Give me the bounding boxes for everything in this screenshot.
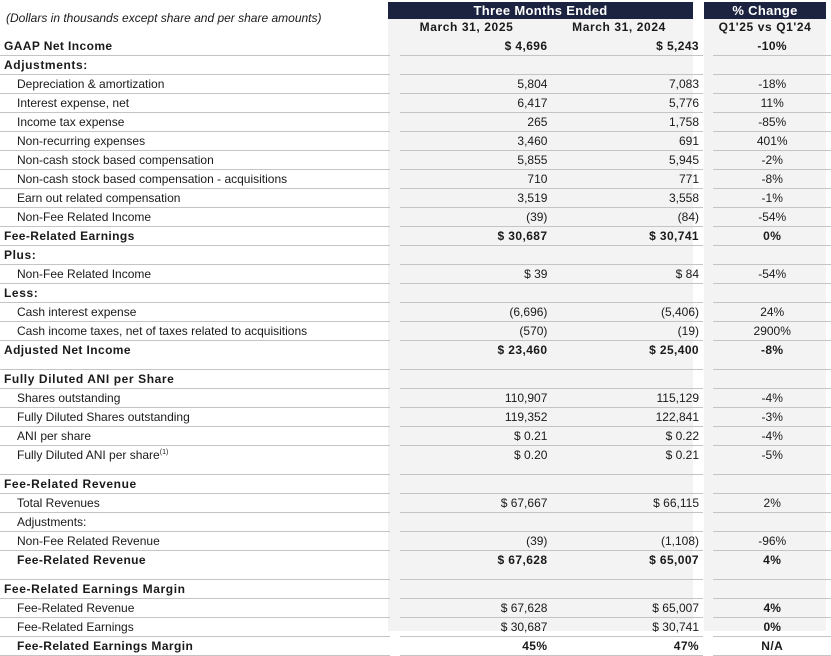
row-label: Cash income taxes, net of taxes related to acquisitions bbox=[0, 322, 390, 341]
row-label: Non-recurring expenses bbox=[0, 132, 390, 151]
value-change bbox=[713, 370, 831, 389]
value-change: -5% bbox=[713, 446, 831, 465]
spacer-cell bbox=[703, 637, 713, 656]
row-label: Non-Fee Related Income bbox=[0, 208, 390, 227]
value-2025 bbox=[400, 580, 552, 599]
spacer-cell bbox=[390, 464, 399, 475]
row-label: Fee-Related Revenue bbox=[0, 475, 390, 494]
row-label: Fee-Related Earnings Margin bbox=[0, 637, 390, 656]
table-row bbox=[0, 37, 831, 56]
row-label: Non-Fee Related Income bbox=[0, 265, 390, 284]
value-2025 bbox=[400, 284, 552, 303]
spacer-cell bbox=[390, 246, 399, 265]
value-change: -10% bbox=[757, 39, 788, 53]
table-row bbox=[0, 569, 831, 580]
table-row bbox=[0, 170, 831, 189]
financial-table bbox=[0, 37, 831, 656]
spacer-cell bbox=[390, 389, 399, 408]
value-2025: 119,352 bbox=[400, 408, 552, 427]
spacer-cell bbox=[703, 189, 713, 208]
value-2025: $ 30,687 bbox=[400, 227, 552, 246]
spacer-cell bbox=[703, 618, 713, 637]
table-row bbox=[0, 427, 831, 446]
spacer-cell bbox=[390, 227, 399, 246]
value-change: -85% bbox=[713, 113, 831, 132]
financial-table-body bbox=[0, 37, 831, 656]
value-2024 bbox=[551, 284, 703, 303]
row-label: Fully Diluted ANI per Share bbox=[0, 370, 390, 389]
spacer-cell bbox=[703, 446, 713, 465]
value-2024: 3,558 bbox=[551, 189, 703, 208]
value-2024 bbox=[551, 569, 703, 580]
value-2024: $ 0.21 bbox=[551, 446, 703, 465]
row-label: Adjusted Net Income bbox=[0, 341, 390, 360]
spacer-cell bbox=[390, 94, 399, 113]
spacer-cell bbox=[703, 151, 713, 170]
row-label: Non-cash stock based compensation bbox=[0, 151, 390, 170]
value-2025: (570) bbox=[400, 322, 552, 341]
spacer-cell bbox=[390, 370, 399, 389]
value-2024: $ 65,007 bbox=[551, 599, 703, 618]
spacer-cell bbox=[390, 75, 399, 94]
value-change: 4% bbox=[713, 551, 831, 570]
spacer-cell bbox=[703, 569, 713, 580]
value-2024: $ 5,243 bbox=[656, 39, 699, 53]
spacer-cell bbox=[703, 599, 713, 618]
value-change bbox=[713, 580, 831, 599]
value-2024 bbox=[551, 246, 703, 265]
value-change: -54% bbox=[713, 265, 831, 284]
spacer-cell bbox=[703, 580, 713, 599]
column-header-2024: March 31, 2024 bbox=[572, 20, 666, 34]
spacer-cell bbox=[390, 408, 399, 427]
table-row bbox=[0, 75, 831, 94]
value-change: -96% bbox=[713, 532, 831, 551]
period-header-band: Three Months Ended bbox=[388, 2, 693, 19]
table-row bbox=[0, 265, 831, 284]
value-change bbox=[713, 569, 831, 580]
spacer-cell bbox=[703, 113, 713, 132]
table-row bbox=[0, 599, 831, 618]
spacer-cell bbox=[703, 56, 713, 75]
value-2025: $ 67,628 bbox=[400, 551, 552, 570]
table-row bbox=[0, 56, 831, 75]
row-label: Non-cash stock based compensation - acquisitions bbox=[0, 170, 390, 189]
spacer-cell bbox=[390, 56, 399, 75]
value-2025 bbox=[400, 246, 552, 265]
table-row bbox=[0, 494, 831, 513]
value-2025 bbox=[400, 475, 552, 494]
value-change: -1% bbox=[713, 189, 831, 208]
table-row bbox=[0, 389, 831, 408]
value-2025: $ 67,667 bbox=[400, 494, 552, 513]
value-2025 bbox=[400, 513, 552, 532]
value-change: 24% bbox=[713, 303, 831, 322]
table-row bbox=[0, 113, 831, 132]
value-2024 bbox=[551, 56, 703, 75]
spacer-cell bbox=[703, 246, 713, 265]
spacer-cell bbox=[703, 94, 713, 113]
value-change: -54% bbox=[713, 208, 831, 227]
spacer-cell bbox=[390, 446, 399, 465]
value-change bbox=[713, 464, 831, 475]
value-change bbox=[713, 475, 831, 494]
spacer-cell bbox=[703, 427, 713, 446]
spacer-cell bbox=[390, 37, 399, 56]
table-row bbox=[0, 408, 831, 427]
table-row bbox=[0, 513, 831, 532]
row-label: Adjustments: bbox=[0, 513, 390, 532]
row-label: Fee-Related Revenue bbox=[0, 551, 390, 570]
value-change: -4% bbox=[713, 389, 831, 408]
spacer-cell bbox=[390, 265, 399, 284]
value-2025: 110,907 bbox=[400, 389, 552, 408]
spacer-cell bbox=[390, 151, 399, 170]
value-change bbox=[713, 513, 831, 532]
table-row bbox=[0, 189, 831, 208]
spacer-cell bbox=[390, 569, 399, 580]
spacer-cell bbox=[390, 618, 399, 637]
value-2025 bbox=[400, 359, 552, 370]
spacer-cell bbox=[703, 75, 713, 94]
spacer-cell bbox=[390, 208, 399, 227]
value-2024 bbox=[551, 464, 703, 475]
value-2024: (19) bbox=[551, 322, 703, 341]
footnote-marker: (1) bbox=[159, 449, 169, 456]
value-2024: 7,083 bbox=[551, 75, 703, 94]
value-2025: $ 0.20 bbox=[400, 446, 552, 465]
spacer-cell bbox=[390, 532, 399, 551]
value-change: 2900% bbox=[713, 322, 831, 341]
row-label: GAAP Net Income bbox=[4, 39, 113, 53]
value-2024: (5,406) bbox=[551, 303, 703, 322]
spacer-cell bbox=[390, 322, 399, 341]
table-row bbox=[0, 322, 831, 341]
value-change: -4% bbox=[713, 427, 831, 446]
row-label: ANI per share bbox=[0, 427, 390, 446]
value-2024 bbox=[551, 475, 703, 494]
value-2025: (39) bbox=[400, 532, 552, 551]
table-row bbox=[0, 446, 831, 465]
change-header-band: % Change bbox=[704, 2, 826, 19]
value-change bbox=[713, 56, 831, 75]
value-2024: 115,129 bbox=[551, 389, 703, 408]
value-2025: $ 67,628 bbox=[400, 599, 552, 618]
value-2025 bbox=[400, 464, 552, 475]
spacer-cell bbox=[703, 303, 713, 322]
spacer-cell bbox=[390, 637, 399, 656]
value-2024: $ 66,115 bbox=[551, 494, 703, 513]
spacer-cell bbox=[703, 475, 713, 494]
value-2025: 3,460 bbox=[400, 132, 552, 151]
value-2024: 47% bbox=[551, 637, 703, 656]
value-2024 bbox=[551, 513, 703, 532]
value-2024 bbox=[551, 580, 703, 599]
spacer-cell bbox=[703, 370, 713, 389]
spacer-cell bbox=[703, 359, 713, 370]
row-label bbox=[0, 464, 390, 475]
value-change: 4% bbox=[713, 599, 831, 618]
value-2025: $ 30,687 bbox=[400, 618, 552, 637]
row-label: Non-Fee Related Revenue bbox=[0, 532, 390, 551]
value-change: 0% bbox=[713, 618, 831, 637]
value-change: 0% bbox=[713, 227, 831, 246]
row-label: Fully Diluted ANI per share$^{(1)}$ bbox=[0, 446, 390, 465]
spacer-cell bbox=[703, 227, 713, 246]
row-label bbox=[0, 569, 390, 580]
spacer-cell bbox=[703, 389, 713, 408]
row-label: Interest expense, net bbox=[0, 94, 390, 113]
value-2024: $ 30,741 bbox=[551, 227, 703, 246]
spacer-cell bbox=[390, 475, 399, 494]
value-2024: 5,776 bbox=[551, 94, 703, 113]
row-label: Income tax expense bbox=[0, 113, 390, 132]
value-2024: $ 65,007 bbox=[551, 551, 703, 570]
spacer-cell bbox=[390, 284, 399, 303]
value-2025: $ 4,696 bbox=[504, 39, 548, 53]
table-row bbox=[0, 551, 831, 570]
value-change bbox=[713, 359, 831, 370]
spacer-cell bbox=[390, 303, 399, 322]
row-label: Adjustments: bbox=[0, 56, 390, 75]
spacer-cell bbox=[703, 408, 713, 427]
spacer-cell bbox=[703, 208, 713, 227]
value-change: -8% bbox=[713, 341, 831, 360]
value-2024: 691 bbox=[551, 132, 703, 151]
spacer-cell bbox=[390, 513, 399, 532]
table-row bbox=[0, 637, 831, 656]
spacer-cell bbox=[703, 532, 713, 551]
table-row bbox=[0, 580, 831, 599]
table-row bbox=[0, 359, 831, 370]
spacer-cell bbox=[703, 464, 713, 475]
table-row bbox=[0, 370, 831, 389]
value-2025: 6,417 bbox=[400, 94, 552, 113]
value-2024 bbox=[551, 370, 703, 389]
spacer-cell bbox=[703, 284, 713, 303]
spacer-cell bbox=[703, 322, 713, 341]
spacer-cell bbox=[390, 551, 399, 570]
value-change: -18% bbox=[713, 75, 831, 94]
row-label: Fee-Related Earnings Margin bbox=[0, 580, 390, 599]
table-row bbox=[0, 303, 831, 322]
value-2025: 5,855 bbox=[400, 151, 552, 170]
row-label: Earn out related compensation bbox=[0, 189, 390, 208]
row-label: Fee-Related Earnings bbox=[0, 618, 390, 637]
value-change bbox=[713, 246, 831, 265]
spacer-cell bbox=[703, 513, 713, 532]
spacer-cell bbox=[703, 551, 713, 570]
spacer-cell bbox=[390, 580, 399, 599]
row-label: Fee-Related Earnings bbox=[0, 227, 390, 246]
spacer-cell bbox=[703, 132, 713, 151]
table-row bbox=[0, 132, 831, 151]
table-row bbox=[0, 227, 831, 246]
value-2024: (84) bbox=[551, 208, 703, 227]
value-2025: $ 23,460 bbox=[400, 341, 552, 360]
value-2024: 771 bbox=[551, 170, 703, 189]
value-2024 bbox=[551, 359, 703, 370]
table-row bbox=[0, 464, 831, 475]
value-2024: (1,108) bbox=[551, 532, 703, 551]
value-2025 bbox=[400, 56, 552, 75]
table-row bbox=[0, 475, 831, 494]
spacer-cell bbox=[390, 494, 399, 513]
row-label: Less: bbox=[0, 284, 390, 303]
spacer-cell bbox=[703, 170, 713, 189]
value-2025: 710 bbox=[400, 170, 552, 189]
value-2025: (39) bbox=[400, 208, 552, 227]
table-row bbox=[0, 341, 831, 360]
value-2025: 45% bbox=[400, 637, 552, 656]
value-change bbox=[713, 284, 831, 303]
value-change: N/A bbox=[713, 637, 831, 656]
spacer-cell bbox=[703, 341, 713, 360]
value-2025: $ 39 bbox=[400, 265, 552, 284]
spacer-cell bbox=[390, 427, 399, 446]
value-change: 2% bbox=[713, 494, 831, 513]
table-row bbox=[0, 532, 831, 551]
spacer-cell bbox=[703, 494, 713, 513]
spacer-cell bbox=[390, 113, 399, 132]
row-label bbox=[0, 359, 390, 370]
value-2025: 265 bbox=[400, 113, 552, 132]
spacer-cell bbox=[390, 132, 399, 151]
value-2024: $ 0.22 bbox=[551, 427, 703, 446]
value-2024: $ 84 bbox=[551, 265, 703, 284]
value-2024: 5,945 bbox=[551, 151, 703, 170]
spacer-cell bbox=[703, 37, 713, 56]
value-2024: 1,758 bbox=[551, 113, 703, 132]
value-2025 bbox=[400, 569, 552, 580]
spacer-cell bbox=[390, 189, 399, 208]
row-label: Cash interest expense bbox=[0, 303, 390, 322]
table-row bbox=[0, 246, 831, 265]
spacer-cell bbox=[703, 265, 713, 284]
value-2025: 5,804 bbox=[400, 75, 552, 94]
table-row bbox=[0, 618, 831, 637]
row-label: Shares outstanding bbox=[0, 389, 390, 408]
value-change: -3% bbox=[713, 408, 831, 427]
spacer-cell bbox=[390, 170, 399, 189]
value-change: 11% bbox=[713, 94, 831, 113]
column-header-change: Q1'25 vs Q1'24 bbox=[718, 20, 812, 34]
spacer-cell bbox=[390, 359, 399, 370]
spacer-cell bbox=[390, 599, 399, 618]
table-caption: (Dollars in thousands except share and per share amounts) bbox=[6, 11, 322, 25]
value-2024: $ 30,741 bbox=[551, 618, 703, 637]
table-row bbox=[0, 94, 831, 113]
value-2025: (6,696) bbox=[400, 303, 552, 322]
value-2025 bbox=[400, 370, 552, 389]
spacer-cell bbox=[390, 341, 399, 360]
row-label: Depreciation & amortization bbox=[0, 75, 390, 94]
value-2025: $ 0.21 bbox=[400, 427, 552, 446]
value-2024: 122,841 bbox=[551, 408, 703, 427]
value-2025: 3,519 bbox=[400, 189, 552, 208]
table-row bbox=[0, 208, 831, 227]
row-label: Plus: bbox=[0, 246, 390, 265]
table-row bbox=[0, 151, 831, 170]
row-label: Fully Diluted Shares outstanding bbox=[0, 408, 390, 427]
value-change: -2% bbox=[713, 151, 831, 170]
table-row bbox=[0, 284, 831, 303]
value-2024: $ 25,400 bbox=[551, 341, 703, 360]
column-header-2025: March 31, 2025 bbox=[419, 20, 514, 34]
value-change: 401% bbox=[713, 132, 831, 151]
row-label: Total Revenues bbox=[0, 494, 390, 513]
row-label: Fee-Related Revenue bbox=[0, 599, 390, 618]
value-change: -8% bbox=[713, 170, 831, 189]
